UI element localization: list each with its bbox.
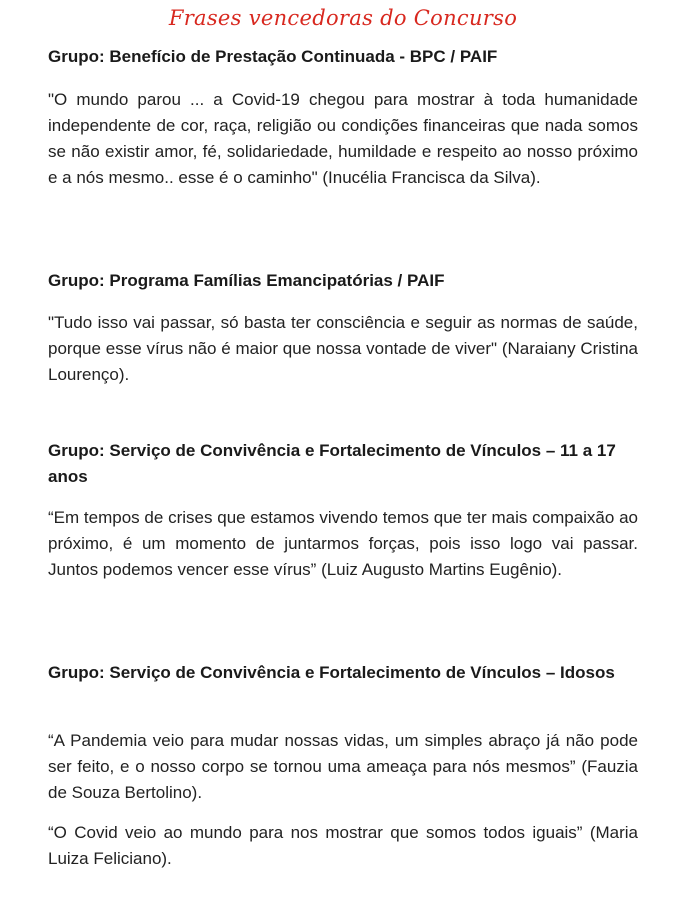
section-heading-scfv-11-17: Grupo: Serviço de Convivência e Fortalecimento de Vínculos – 11 a 17 anos (48, 441, 616, 486)
section-heading-bpc-paif: Grupo: Benefício de Prestação Continuada - BPC / PAIF (48, 47, 498, 66)
section-heading-scfv-idosos: Grupo: Serviço de Convivência e Fortalecimento de Vínculos – Idosos (48, 663, 615, 682)
quote-luiz: “Em tempos de crises que estamos vivendo temos que ter mais compaixão ao próximo, é um momento de juntarmos forças, pois isso logo vai passar. Juntos podemos vencer esse vírus” (Luiz Augusto Martins Eugênio). (48, 508, 638, 579)
document-title: Frases vencedoras do Concurso (168, 6, 518, 30)
quote-maria-luiza: “O Covid veio ao mundo para nos mostrar que somos todos iguais” (Maria Luiza Feliciano). (48, 823, 638, 868)
quote-naraiany: "Tudo isso vai passar, só basta ter consciência e seguir as normas de saúde, porque esse vírus não é maior que nossa vontade de viver" (Naraiany Cristina Lourenço). (48, 313, 638, 384)
quote-fauzia: “A Pandemia veio para mudar nossas vidas, um simples abraço já não pode ser feito, e o nosso corpo se tornou uma ameaça para nós mesmos” (Fauzia de Souza Bertolino). (48, 731, 638, 802)
section-heading-familias-emancipatorias: Grupo: Programa Famílias Emancipatórias / PAIF (48, 271, 445, 290)
quote-inucelia: "O mundo parou ... a Covid-19 chegou para mostrar à toda humanidade independente de cor, raça, religião ou condições financeiras que nada somos se não existir amor, fé, solidariedade, humildade e respeito ao nosso próximo e a nós mesmo.. esse é o caminho" (Inucélia Francisca da Silva). (48, 90, 638, 187)
